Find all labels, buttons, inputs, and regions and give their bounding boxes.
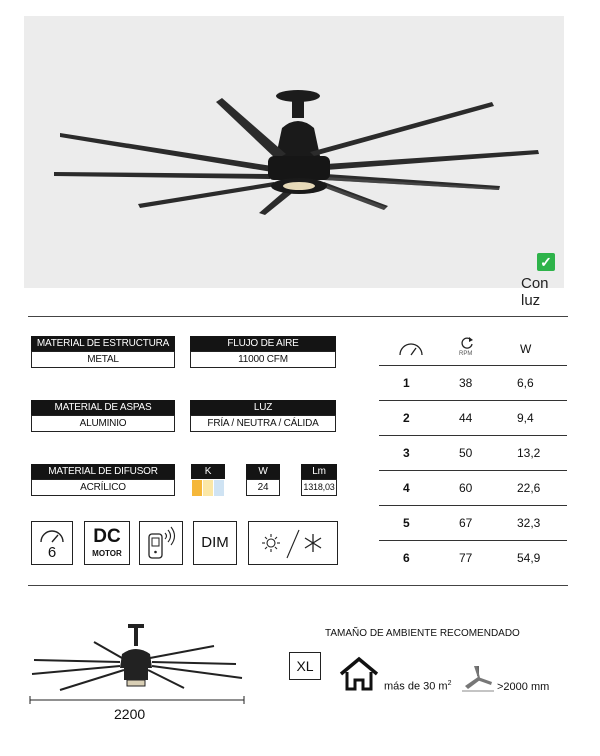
divider-top (28, 316, 568, 317)
ceiling-fan-illustration (24, 16, 564, 288)
flujo-aire-value: 11000 CFM (190, 351, 336, 368)
remote-box (139, 521, 183, 565)
area-text: más de 30 $m^2$ (384, 680, 452, 693)
speed-table-header (379, 330, 567, 366)
dim-box (193, 521, 237, 565)
speed-row: 2 44 9,4 (379, 401, 567, 436)
cool-swatch (214, 480, 224, 496)
house-icon (338, 655, 380, 693)
speed-row: 5 67 32,3 (379, 506, 567, 541)
kelvin-label: K (191, 464, 225, 479)
speed-row: 1 38 6,6 (379, 366, 567, 401)
watt-value: 24 (246, 479, 280, 496)
speed-row: 3 50 13,2 (379, 436, 567, 471)
summer-winter-graphic (249, 522, 337, 564)
material-aspas-label: MATERIAL DE ASPAS (31, 400, 175, 415)
material-aspas-value: ALUMINIO (31, 415, 175, 432)
material-estructura-label: MATERIAL DE ESTRUCTURA (31, 336, 175, 351)
speedometer-icon (396, 340, 426, 358)
dc-motor-box (84, 521, 130, 565)
neutral-swatch (203, 480, 213, 496)
luz-label: LUZ (190, 400, 336, 415)
slash-divider (287, 530, 299, 558)
material-estructura-value: METAL (31, 351, 175, 368)
speedometer-icon (32, 526, 72, 546)
lumen-value: 1318,03 (301, 479, 337, 496)
diameter-value: 2200 (114, 706, 146, 722)
dim-label: DIM (201, 534, 229, 551)
watt-label: W (246, 464, 280, 479)
speeds-box (31, 521, 73, 565)
fan-dimension-drawing (24, 620, 284, 720)
divider-bottom (28, 585, 568, 586)
speed-row: 6 77 54,9 (403, 551, 541, 565)
rotation-icon (460, 336, 474, 350)
lumen-label: Lm (301, 464, 337, 479)
rpm-header: RPM (459, 351, 473, 357)
remote-control-icon (140, 522, 182, 564)
fan-height-icon (462, 664, 494, 694)
room-size-value: XL (296, 658, 314, 674)
flujo-aire-label: FLUJO DE AIRE (190, 336, 336, 351)
height-text: >2000 mm (497, 681, 550, 693)
luz-value: FRÍA / NEUTRA / CÁLIDA (190, 415, 336, 432)
product-image (24, 16, 564, 309)
room-size-title: TAMAÑO DE AMBIENTE RECOMENDADO (325, 628, 520, 639)
summer-winter-box (248, 521, 338, 565)
check-icon: ✓ (537, 253, 555, 271)
material-difusor-value: ACRÍLICO (31, 479, 175, 496)
speeds-count: 6 (47, 544, 57, 561)
con-luz-label: Con luz (521, 275, 549, 309)
warm-swatch (192, 480, 202, 496)
speed-table (379, 330, 567, 575)
dc-label: DC (93, 526, 121, 547)
sun-icon (262, 534, 280, 552)
room-size-box (289, 652, 321, 680)
snowflake-icon (305, 534, 321, 552)
watt-header: W (520, 342, 532, 356)
speed-row: 4 60 22,6 (379, 471, 567, 506)
material-difusor-label: MATERIAL DE DIFUSOR (31, 464, 175, 479)
motor-label: MOTOR (92, 549, 122, 558)
